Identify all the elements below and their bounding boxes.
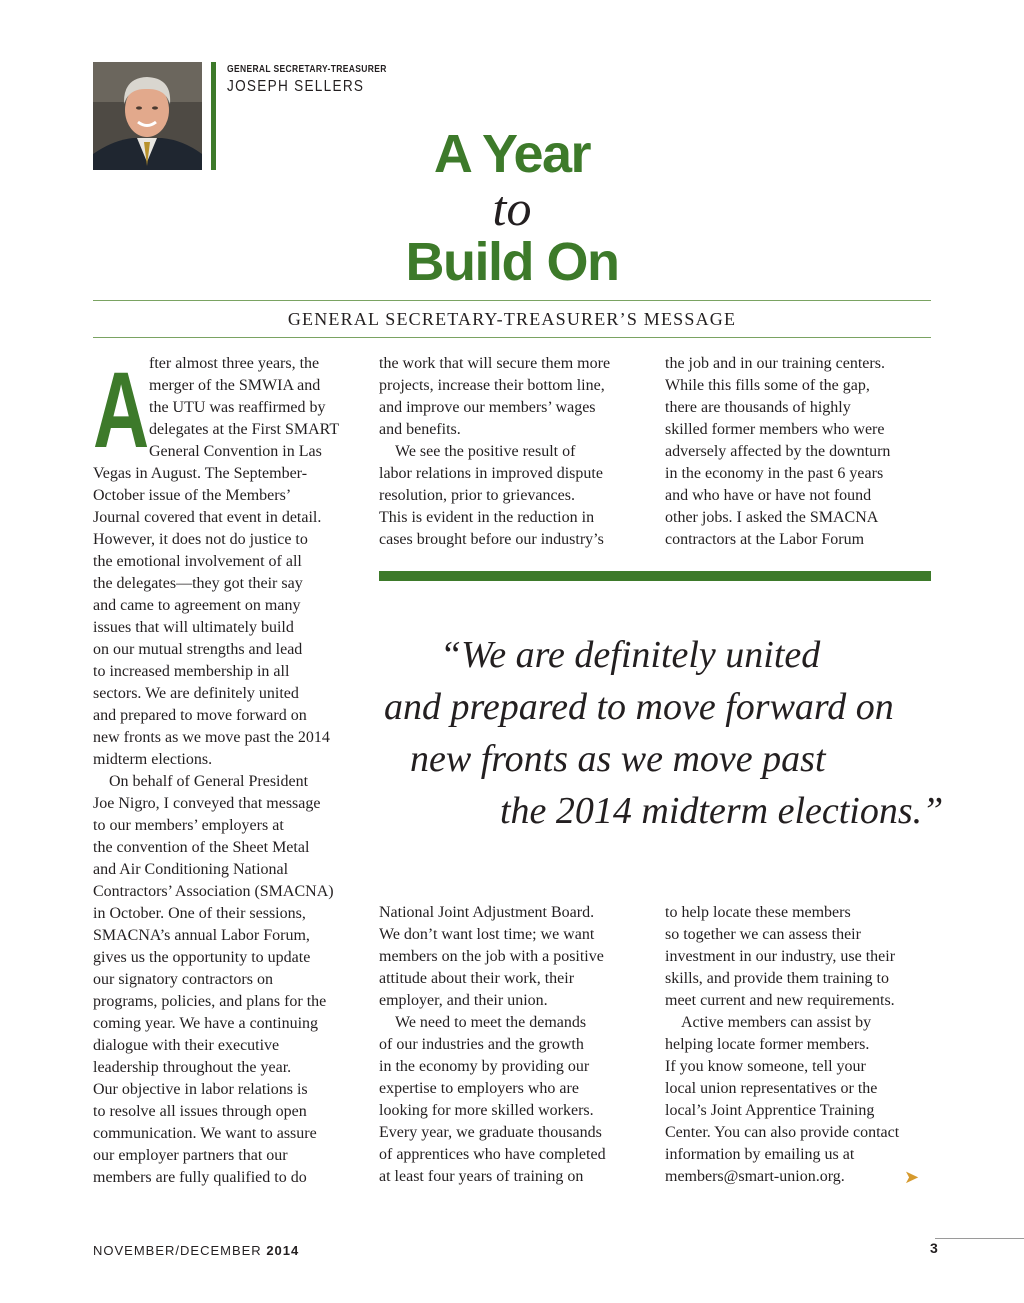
headline-line-3: Build On xyxy=(405,232,619,292)
text-line: there are thousands of highly xyxy=(665,399,851,416)
column-1-wrapped-text xyxy=(149,353,369,463)
text-line: the emotional involvement of all xyxy=(93,553,302,570)
text-line: local’s Joint Apprentice Training xyxy=(665,1102,875,1119)
issue-date-month: NOVEMBER/DECEMBER xyxy=(93,1243,267,1258)
column-1-text xyxy=(93,463,369,1189)
text-line: of our industries and the growth xyxy=(379,1036,584,1053)
text-line: Active members can assist by xyxy=(681,1014,872,1031)
text-line: and who have or have not found xyxy=(665,487,872,504)
text-line: on our mutual strengths and lead xyxy=(93,641,303,658)
footer-rule xyxy=(935,1238,1024,1239)
text-line: sectors. We are definitely united xyxy=(93,685,299,702)
pull-quote-line-1: “We are definitely united xyxy=(440,634,821,676)
column-3-bottom-text xyxy=(665,902,935,1188)
text-line: communication. We want to assure xyxy=(93,1125,317,1142)
text-line: labor relations in improved dispute xyxy=(379,465,603,482)
text-line: cases brought before our industry’s xyxy=(379,531,604,548)
text-line: Contractors’ Association (SMACNA) xyxy=(93,883,334,900)
author-photo xyxy=(93,62,202,170)
text-line: and prepared to move forward on xyxy=(93,707,307,724)
issue-date xyxy=(93,1243,299,1258)
text-line: the UTU was reaffirmed by xyxy=(149,399,326,416)
text-line: the job and in our training centers. xyxy=(665,355,885,372)
text-line: National Joint Adjustment Board. xyxy=(379,904,595,921)
issue-date-year: 2014 xyxy=(266,1243,300,1258)
text-line: members are fully qualified to do xyxy=(93,1169,307,1186)
text-line: Every year, we graduate thousands xyxy=(379,1124,602,1141)
text-line: in the economy in the past 6 years xyxy=(665,465,884,482)
text-line: and Air Conditioning National xyxy=(93,861,289,878)
text-line: meet current and new requirements. xyxy=(665,992,895,1009)
column-2-bottom-text xyxy=(379,902,649,1188)
text-line: our signatory contractors on xyxy=(93,971,273,988)
text-line: If you know someone, tell your xyxy=(665,1058,866,1075)
text-line: and benefits. xyxy=(379,421,461,438)
text-line: information by emailing us at xyxy=(665,1146,855,1163)
text-line: to resolve all issues through open xyxy=(93,1103,307,1120)
text-line: We need to meet the demands xyxy=(395,1014,587,1031)
text-line: delegates at the First SMART xyxy=(149,421,340,438)
text-line: new fronts as we move past the 2014 xyxy=(93,729,330,746)
text-line: at least four years of training on xyxy=(379,1168,584,1185)
continue-arrow-icon: ➤ xyxy=(904,1167,920,1187)
text-line: resolution, prior to grievances. xyxy=(379,487,575,504)
section-label: GENERAL SECRETARY-TREASURER’S MESSAGE xyxy=(287,309,737,329)
text-line: so together we can assess their xyxy=(665,926,861,943)
text-line: and improve our members’ wages xyxy=(379,399,596,416)
text-line: gives us the opportunity to update xyxy=(93,949,311,966)
text-line: our employer partners that our xyxy=(93,1147,288,1164)
text-line: Center. You can also provide contact xyxy=(665,1124,900,1141)
headline-line-1: A Year xyxy=(433,124,591,184)
text-line: other jobs. I asked the SMACNA xyxy=(665,509,879,526)
text-line: However, it does not do justice to xyxy=(93,531,308,548)
text-line: adversely affected by the downturn xyxy=(665,443,891,460)
text-line: looking for more skilled workers. xyxy=(379,1102,594,1119)
column-3-top-text xyxy=(665,353,935,551)
text-line: General Convention in Las xyxy=(149,443,322,460)
text-line: Journal covered that event in detail. xyxy=(93,509,322,526)
text-line: in October. One of their sessions, xyxy=(93,905,306,922)
text-line: members@smart-union.org. xyxy=(665,1168,845,1185)
drop-cap: A xyxy=(93,349,150,470)
text-line: attitude about their work, their xyxy=(379,970,575,987)
pull-quote-line-4: the 2014 midterm elections.” xyxy=(500,790,944,832)
text-line: of apprentices who have completed xyxy=(379,1146,606,1163)
text-line: Vegas in August. The September- xyxy=(93,465,308,482)
text-line: We don’t want lost time; we want xyxy=(379,926,595,943)
text-line: While this fills some of the gap, xyxy=(665,377,870,394)
text-line: October issue of the Members’ xyxy=(93,487,292,504)
text-line: We see the positive result of xyxy=(395,443,576,460)
text-line: the delegates—they got their say xyxy=(93,575,303,592)
text-line: dialogue with their executive xyxy=(93,1037,280,1054)
text-line: the work that will secure them more xyxy=(379,355,611,372)
text-line: Joe Nigro, I conveyed that message xyxy=(93,795,321,812)
text-line: the convention of the Sheet Metal xyxy=(93,839,310,856)
text-line: fter almost three years, the xyxy=(149,355,320,372)
text-line: to increased membership in all xyxy=(93,663,290,680)
text-line: Our objective in labor relations is xyxy=(93,1081,308,1098)
text-line: projects, increase their bottom line, xyxy=(379,377,605,394)
portrait-photo-icon xyxy=(93,62,202,170)
text-line: local union representatives or the xyxy=(665,1080,878,1097)
section-rule-top xyxy=(93,300,931,301)
text-line: This is evident in the reduction in xyxy=(379,509,595,526)
text-line: contractors at the Labor Forum xyxy=(665,531,865,548)
section-rule-bottom xyxy=(93,337,931,338)
text-line: On behalf of General President xyxy=(109,773,309,790)
text-line: to our members’ employers at xyxy=(93,817,284,834)
byline-accent-bar xyxy=(211,62,216,170)
text-line: and came to agreement on many xyxy=(93,597,301,614)
pull-quote-line-3: new fronts as we move past xyxy=(410,738,826,780)
byline-name: JOSEPH SELLERS xyxy=(227,78,365,95)
text-line: merger of the SMWIA and xyxy=(149,377,321,394)
column-2-top-text xyxy=(379,353,649,551)
text-line: members on the job with a positive xyxy=(379,948,604,965)
text-line: investment in our industry, use their xyxy=(665,948,896,965)
text-line: programs, policies, and plans for the xyxy=(93,993,327,1010)
text-line: midterm elections. xyxy=(93,751,213,768)
text-line: skilled former members who were xyxy=(665,421,885,438)
text-line: in the economy by providing our xyxy=(379,1058,590,1075)
text-line: issues that will ultimately build xyxy=(93,619,294,636)
text-line: to help locate these members xyxy=(665,904,851,921)
pull-quote-line-2: and prepared to move forward on xyxy=(384,686,894,728)
page-number: 3 xyxy=(930,1240,938,1256)
text-line: expertise to employers who are xyxy=(379,1080,579,1097)
text-line: helping locate former members. xyxy=(665,1036,870,1053)
pull-quote-bar xyxy=(379,571,931,581)
text-line: employer, and their union. xyxy=(379,992,548,1009)
byline-title: GENERAL SECRETARY-TREASURER xyxy=(227,64,387,75)
text-line: leadership throughout the year. xyxy=(93,1059,292,1076)
text-line: coming year. We have a continuing xyxy=(93,1015,319,1032)
text-line: SMACNA’s annual Labor Forum, xyxy=(93,927,310,944)
text-line: skills, and provide them training to xyxy=(665,970,889,987)
headline-line-2: to xyxy=(492,180,532,236)
